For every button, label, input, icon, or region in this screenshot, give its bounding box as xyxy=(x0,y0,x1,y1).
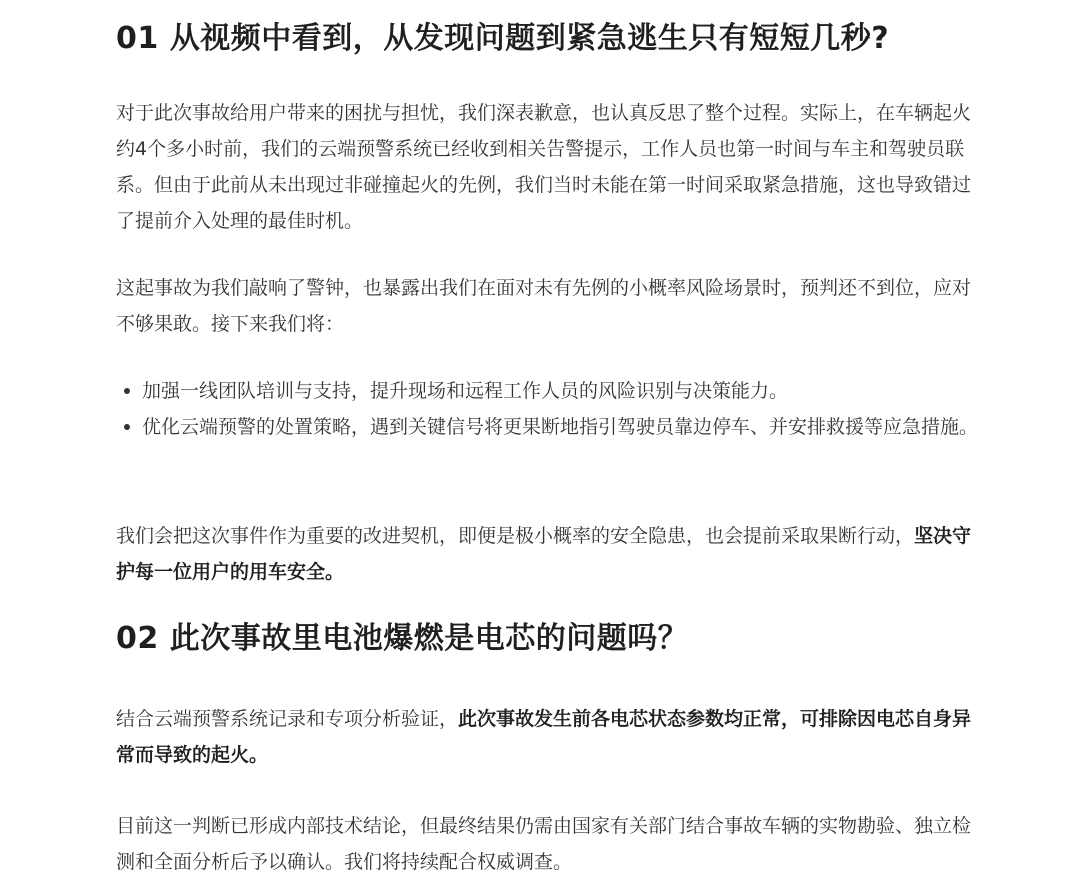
section-1-paragraph-2: 这起事故为我们敲响了警钟，也暴露出我们在面对未有先例的小概率风险场景时，预判还不到位，应对不够果敢。接下来我们将： xyxy=(116,277,972,335)
list-item xyxy=(116,409,982,445)
emphasis-text: 坚决守护每一位用户的用车安全。 xyxy=(116,525,972,583)
section-1-paragraph-3 xyxy=(116,518,982,590)
list-item xyxy=(116,373,982,409)
section-2-paragraph-1 xyxy=(116,701,982,773)
paragraph-text: 我们会把这次事件作为重要的改进契机，即便是极小概率的安全隐患，也会提前采取果断行动， xyxy=(116,525,915,547)
section-1-heading: 01 从视频中看到，从发现问题到紧急逃生只有短短几秒? xyxy=(116,21,890,56)
bullet-dot-icon xyxy=(124,424,130,430)
list-item-text: 优化云端预警的处置策略，遇到关键信号将更果断地指引驾驶员靠边停车、并安排救援等应急措施。 xyxy=(142,416,979,438)
section-1-paragraph-1: 对于此次事故给用户带来的困扰与担忧，我们深表歉意，也认真反思了整个过程。实际上，在车辆起火约4个多小时前，我们的云端预警系统已经收到相关告警提示，工作人员也第一时间与车主和驾驶员联系。但由于此前从未出现过非碰撞起火的先例，我们当时未能在第一时间采取紧急措施，这也导致错过了提前介入处理的最佳时机。 xyxy=(116,102,972,232)
emphasis-text: 此次事故发生前各电芯状态参数均正常，可排除因电芯自身异常而导致的起火。 xyxy=(116,708,972,766)
bullet-dot-icon xyxy=(124,388,130,394)
paragraph-text: 结合云端预警系统记录和专项分析验证， xyxy=(116,708,459,730)
section-2-paragraph-2: 目前这一判断已形成内部技术结论，但最终结果仍需由国家有关部门结合事故车辆的实物勘验、独立检测和全面分析后予以确认。我们将持续配合权威调查。 xyxy=(116,815,972,873)
action-list xyxy=(116,373,982,445)
list-item-text: 加强一线团队培训与支持，提升现场和远程工作人员的风险识别与决策能力。 xyxy=(142,380,789,402)
section-2-heading: 02 此次事故里电池爆燃是电芯的问题吗？ xyxy=(116,621,689,656)
